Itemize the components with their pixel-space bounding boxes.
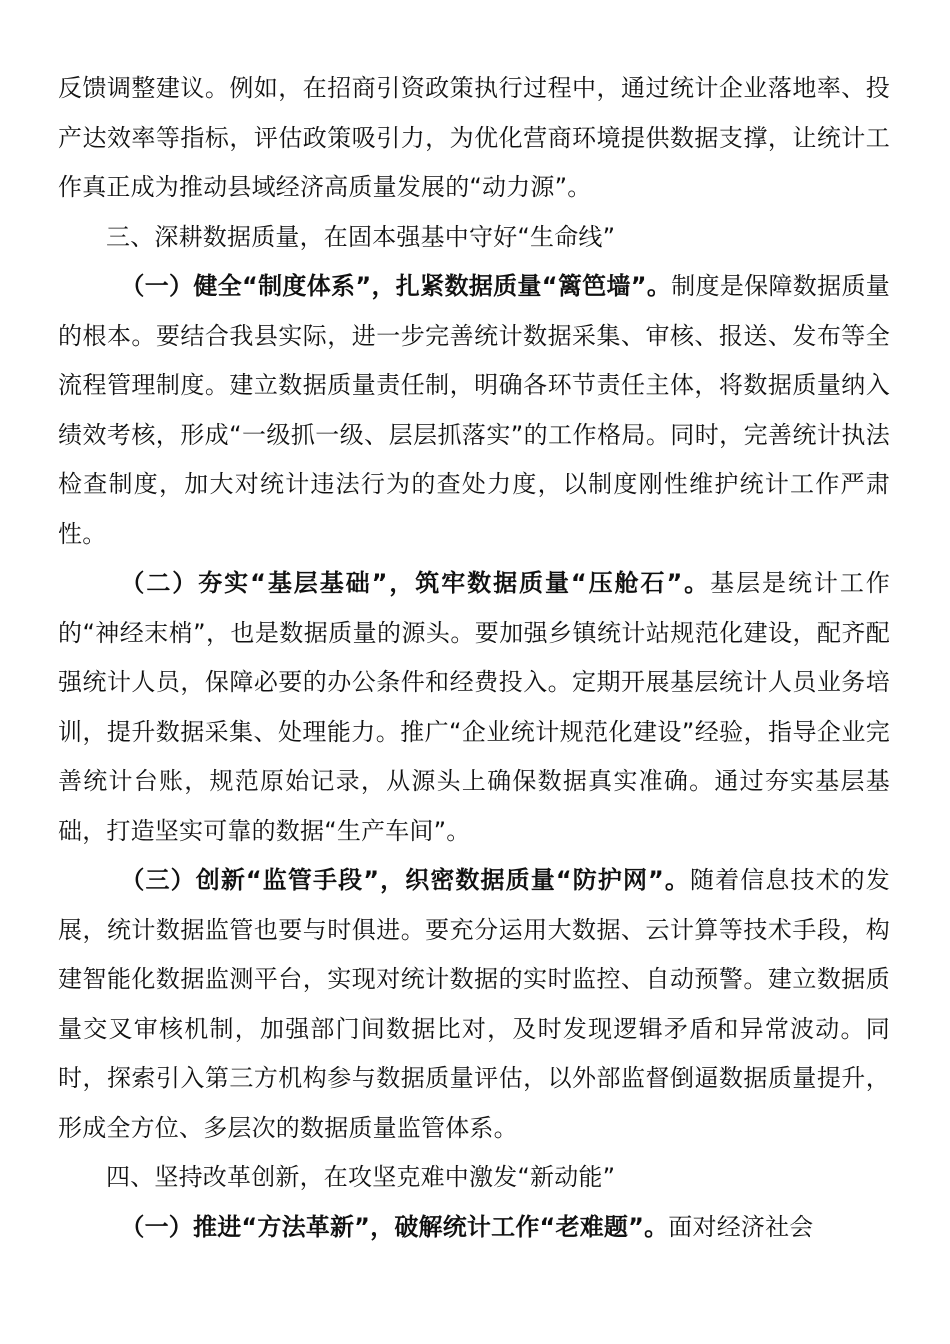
paragraph-continuation: [58, 64, 890, 213]
paragraph-text: 随着信息技术的发展，统计数据监管也要与时俱进。要充分运用大数据、云计算等技术手段，构建智能化数据监测平台，实现对统计数据的实时监控、自动预警。建立数据质量交叉审核机制，加强部门间数据比对，及时发现逻辑矛盾和异常波动。同时，探索引入第三方机构参与数据质量评估，以外部监督倒逼数据质量提升，形成全方位、多层次的数据质量监管体系。: [58, 866, 890, 1142]
paragraph-text: 面对经济社会: [668, 1212, 814, 1241]
subsection-lead: （一）推进“方法革新”，破解统计工作“老难题”。: [120, 1212, 669, 1241]
subsection-lead: （二）夯实“基层基础”，筑牢数据质量“压舱石”。: [120, 569, 711, 597]
heading-text: 三、深耕数据质量，在固本强基中守好“生命线”: [106, 222, 616, 251]
section-heading-four: [58, 1153, 890, 1203]
paragraph-text: 反馈调整建议。例如，在招商引资政策执行过程中，通过统计企业落地率、投产达效率等指标，评估政策吸引力，为优化营商环境提供数据支撑，让统计工作真正成为推动县域经济高质量发展的“动力源”。: [58, 74, 890, 201]
subsection-lead: （三）创新“监管手段”，织密数据质量“防护网”。: [120, 866, 691, 894]
paragraph-text: 制度是保障数据质量的根本。要结合我县实际，进一步完善统计数据采集、审核、报送、发布等全流程管理制度。建立数据质量责任制，明确各环节责任主体，将数据质量纳入绩效考核，形成“一级抓一级、层层抓落实”的工作格局。同时，完善统计执法检查制度，加大对统计违法行为的查处力度，以制度刚性维护统计工作严肃性。: [58, 272, 890, 548]
paragraph-text: 基层是统计工作的“神经末梢”，也是数据质量的源头。要加强乡镇统计站规范化建设，配齐配强统计人员，保障必要的办公条件和经费投入。定期开展基层统计人员业务培训，提升数据采集、处理能力。推广“企业统计规范化建设”经验，指导企业完善统计台账，规范原始记录，从源头上确保数据真实准确。通过夯实基层基础，打造坚实可靠的数据“生产车间”。: [58, 569, 890, 845]
subsection-paragraph-1: [58, 262, 890, 559]
subsection-lead: （一）健全“制度体系”，扎紧数据质量“篱笆墙”。: [120, 272, 672, 300]
section-heading-three: [58, 213, 890, 263]
subsection-paragraph-4: [58, 1203, 890, 1253]
heading-text: 四、坚持改革创新，在攻坚克难中激发“新动能”: [106, 1163, 616, 1191]
document-page: [58, 64, 890, 1252]
subsection-paragraph-3: [58, 856, 890, 1153]
subsection-paragraph-2: [58, 559, 890, 856]
